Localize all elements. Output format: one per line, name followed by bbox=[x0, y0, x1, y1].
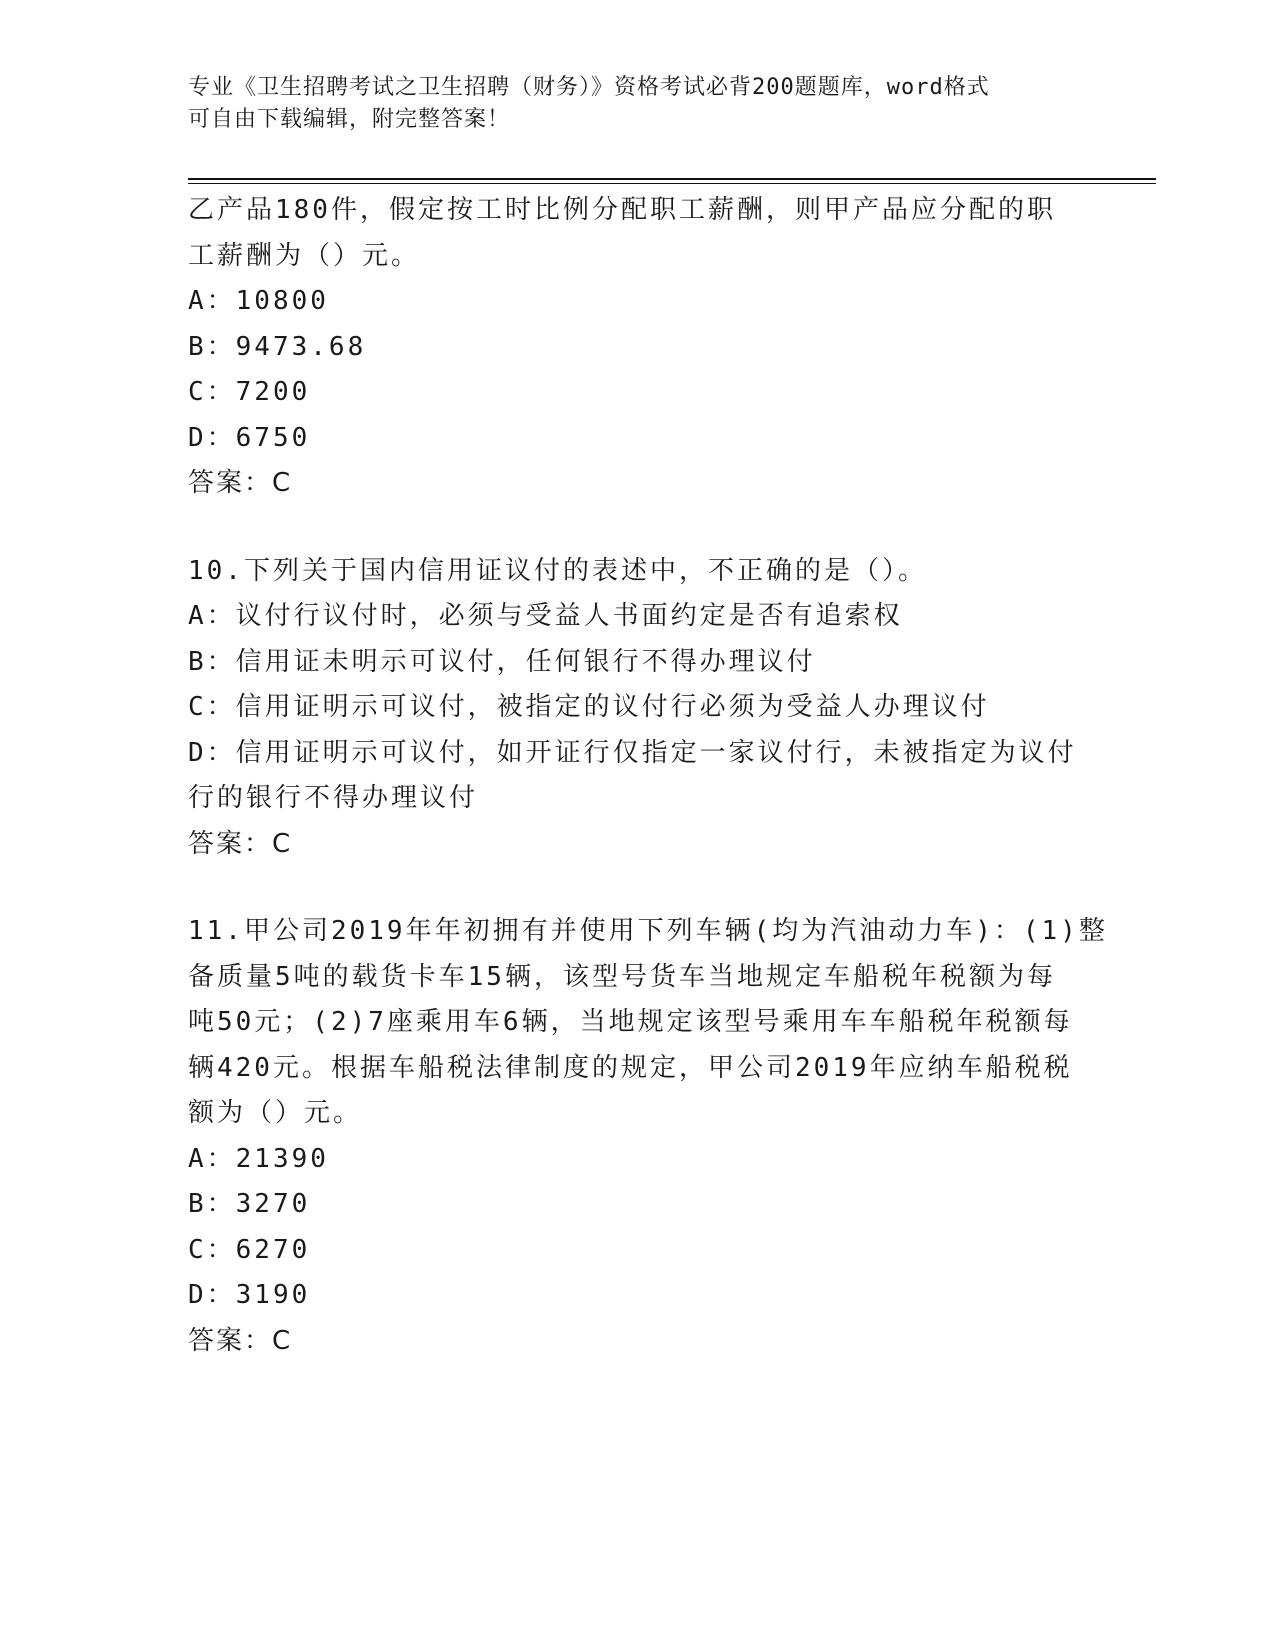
header-divider-thin bbox=[188, 183, 1156, 184]
option-c: C：信用证明示可议付，被指定的议付行必须为受益人办理议付 bbox=[188, 692, 990, 722]
answer-line: 答案：C bbox=[188, 1325, 293, 1356]
question-11 bbox=[188, 909, 1108, 1364]
option-b: B：9473.68 bbox=[188, 331, 367, 362]
header-divider-thick bbox=[188, 178, 1156, 180]
option-c: C：6270 bbox=[188, 1234, 311, 1265]
header-line-1: 专业《卫生招聘考试之卫生招聘（财务）》资格考试必背200题题库，word格式 bbox=[188, 75, 990, 100]
option-b: B：信用证未明示可议付，任何银行不得办理议付 bbox=[188, 646, 816, 677]
option-a: A：议付行议付时，必须与受益人书面约定是否有追索权 bbox=[188, 601, 903, 631]
spacer bbox=[188, 867, 1088, 909]
option-a: A：21390 bbox=[188, 1143, 329, 1174]
option-d-continued: 行的银行不得办理议付 bbox=[188, 783, 479, 813]
option-b: B：3270 bbox=[188, 1189, 311, 1219]
spacer bbox=[188, 507, 1088, 549]
option-d: D：信用证明示可议付，如开证行仅指定一家议付行，未被指定为议付 bbox=[188, 737, 1077, 768]
question-stem-line: 备质量5吨的载货卡车15辆，该型号货车当地规定车船税年税额为每 bbox=[188, 961, 1056, 992]
question-stem-line: 10.下列关于国内信用证议付的表述中，不正确的是（）。 bbox=[188, 555, 927, 586]
answer-line: 答案：C bbox=[188, 828, 293, 859]
question-stem-line: 11.甲公司2019年年初拥有并使用下列车辆(均为汽油动力车)：(1)整 bbox=[188, 916, 1108, 946]
question-stem-line: 吨50元；(2)7座乘用车6辆，当地规定该型号乘用车车船税年税额每 bbox=[188, 1007, 1073, 1037]
header-line-2: 可自由下载编辑，附完整答案！ bbox=[188, 107, 511, 132]
answer-line: 答案：C bbox=[188, 468, 293, 498]
question-content bbox=[188, 188, 1108, 1364]
question-stem-line: 工薪酬为（）元。 bbox=[188, 240, 421, 271]
question-stem-line: 额为（）元。 bbox=[188, 1098, 363, 1128]
question-10 bbox=[188, 549, 1088, 868]
question-stem-line: 乙产品180件，假定按工时比例分配职工薪酬，则甲产品应分配的职 bbox=[188, 195, 1056, 225]
option-d: D：3190 bbox=[188, 1280, 311, 1310]
option-c: C：7200 bbox=[188, 377, 311, 407]
document-header bbox=[188, 72, 1088, 136]
question-9 bbox=[188, 188, 1088, 507]
option-d: D：6750 bbox=[188, 422, 311, 453]
option-a: A：10800 bbox=[188, 286, 329, 316]
question-stem-line: 辆420元。根据车船税法律制度的规定，甲公司2019年应纳车船税税 bbox=[188, 1052, 1073, 1083]
